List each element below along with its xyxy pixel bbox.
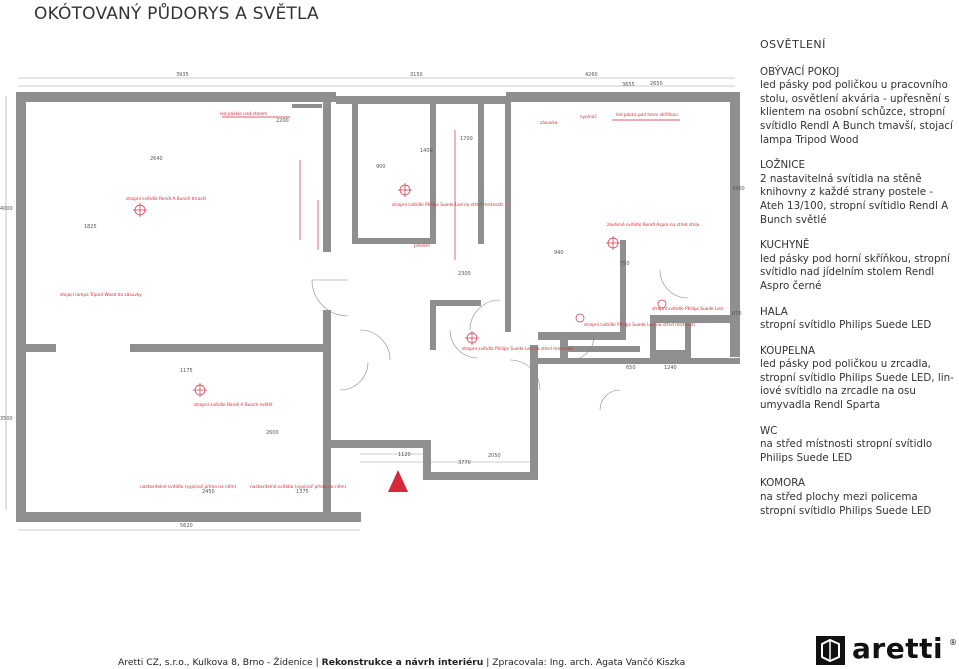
- aretti-logo: [816, 632, 957, 668]
- svg-text:750: 750: [620, 261, 630, 267]
- svg-text:led páskle nad stolem: led páskle nad stolem: [220, 112, 268, 117]
- svg-text:870: 870: [732, 311, 742, 317]
- footer-author: | Zpracovala: Ing. arch. Agata Vančó Kiszka: [486, 657, 686, 668]
- svg-text:1400: 1400: [420, 148, 433, 154]
- room-text: 2 nastavitelná svítidla na stěně knihovny z každé strany postele - Ateh 13/100, stropní svítidlo Rendl A Bunch světlé: [760, 172, 949, 226]
- svg-text:650: 650: [626, 365, 636, 371]
- svg-text:940: 940: [554, 250, 564, 256]
- room-text: led pásky pod poličkou u zrcadla, stropní svítidlo Philips Suede LED, lin-iové svítidlo na zrcadle na osu umyvadla Rendl Sparta: [760, 358, 954, 412]
- room-text: na střed plochy mezi policema stropní svítidlo Philips Suede LED: [760, 491, 932, 517]
- svg-text:3400: 3400: [732, 186, 745, 192]
- svg-text:předsíň: předsíň: [414, 244, 430, 249]
- footer: [118, 657, 685, 668]
- svg-text:2450: 2450: [202, 489, 215, 495]
- room-text: led pásky pod horní skříňkou, stropní svítidlo nad jídelním stolem Rendl Aspro černé: [760, 252, 950, 292]
- room-name: OBÝVACÍ POKOJ: [760, 65, 840, 78]
- svg-text:2300: 2300: [458, 271, 471, 277]
- logo-reg: ®: [949, 638, 957, 647]
- dimension-lines: [6, 78, 738, 530]
- svg-text:závěsné svítidlo Rendl Aspro n: závěsné svítidlo Rendl Aspro na střed stolu: [607, 223, 700, 228]
- svg-text:1120: 1120: [398, 452, 411, 458]
- footer-company: Aretti CZ, s.r.o.,: [118, 657, 190, 668]
- svg-text:stropní svítidlo Philips Suede: stropní svítidlo Philips Suede Led: [652, 307, 723, 312]
- page-title: OKÓTOVANÝ PŮDORYS A SVĚTLA: [34, 4, 319, 24]
- room-name: WC: [760, 424, 778, 437]
- room-text: led pásky pod poličkou u pracovního stolu, osvětlení akvária - upřesnění s klientem na osobní schůzce, stropní svítidlo Rendl A Bunch tmavší, stojací lampa Tripod Wood: [760, 79, 953, 146]
- room-name: KOUPELNA: [760, 344, 816, 357]
- svg-text:1175: 1175: [180, 368, 193, 374]
- svg-text:1825: 1825: [84, 224, 97, 230]
- svg-text:3770: 3770: [458, 460, 471, 466]
- svg-text:2050: 2050: [488, 453, 501, 459]
- floor-plan: [0, 60, 745, 540]
- room-text: stropní svítidlo Philips Suede LED: [760, 319, 932, 332]
- legend-room: [760, 66, 955, 148]
- legend-room: [760, 239, 955, 293]
- svg-text:900: 900: [376, 164, 386, 170]
- svg-text:2640: 2640: [150, 156, 163, 162]
- svg-text:5620: 5620: [180, 523, 193, 529]
- svg-text:3655: 3655: [622, 82, 635, 88]
- svg-text:led páska pod horní skříňkou: led páska pod horní skříňkou: [616, 113, 678, 118]
- lighting-legend: [760, 38, 955, 530]
- svg-text:vypínač: vypínač: [580, 115, 597, 120]
- legend-room: [760, 345, 955, 413]
- walls: [16, 92, 740, 522]
- legend-room: [760, 425, 955, 466]
- svg-text:3935: 3935: [176, 72, 189, 78]
- logo-text: aretti: [852, 632, 944, 665]
- footer-project: Rekonstrukce a návrh interiéru: [321, 657, 484, 668]
- svg-text:stropní svítidlo Philips Suede: stropní svítidlo Philips Suede Led na střed místnosti: [462, 347, 573, 352]
- svg-text:4000: 4000: [0, 206, 13, 212]
- svg-text:stojací lampa Tripod Wood do z: stojací lampa Tripod Wood do zásuvky: [60, 293, 142, 298]
- room-name: KUCHYNĚ: [760, 239, 810, 252]
- svg-text:1240: 1240: [664, 365, 677, 371]
- svg-text:stropní svítidlo Philips Suede: stropní svítidlo Philips Suede Led na střed místnosti: [392, 203, 503, 208]
- legend-heading: OSVĚTLENÍ: [760, 38, 826, 51]
- dimension-texts: [0, 72, 745, 529]
- room-text: na střed místnosti stropní svítidlo Philips Suede LED: [760, 438, 933, 464]
- svg-text:nastavitelné svítidlo (vypínač: nastavitelné svítidlo (vypínač přímo na něm): [140, 485, 237, 490]
- svg-text:nastavitelné svítidlo (vypínač: nastavitelné svítidlo (vypínač přímo na něm): [250, 485, 347, 490]
- room-name: LOŽNICE: [760, 159, 805, 172]
- room-name: KOMORA: [760, 477, 806, 490]
- svg-text:stropní svítidlo Rendl A Bunch: stropní svítidlo Rendl A Bunch světlé: [194, 403, 273, 408]
- room-name: HALA: [760, 305, 788, 318]
- svg-text:3150: 3150: [410, 72, 423, 78]
- legend-room: [760, 477, 955, 518]
- svg-text:2600: 2600: [266, 430, 279, 436]
- doors: [312, 270, 688, 410]
- footer-address: Kulkova 8, Brno - Židenice |: [192, 657, 319, 668]
- svg-text:1700: 1700: [460, 136, 473, 142]
- north-arrow-icon: [388, 470, 408, 492]
- svg-text:stropní svítidlo Rendl A Bunch: stropní svítidlo Rendl A Bunch tmavší: [126, 197, 207, 202]
- svg-text:4260: 4260: [585, 72, 598, 78]
- svg-text:2650: 2650: [650, 81, 663, 87]
- svg-text:3500: 3500: [0, 416, 13, 422]
- logo-mark-icon: [816, 636, 845, 665]
- legend-room: [760, 306, 955, 333]
- legend-room: [760, 159, 955, 227]
- svg-text:zásuvka: zásuvka: [540, 121, 558, 126]
- svg-text:stropní svítidlo Philips Suede: stropní svítidlo Philips Suede Led na střed místnosti: [584, 323, 695, 328]
- svg-text:2200: 2200: [276, 118, 289, 124]
- svg-text:1375: 1375: [296, 489, 309, 495]
